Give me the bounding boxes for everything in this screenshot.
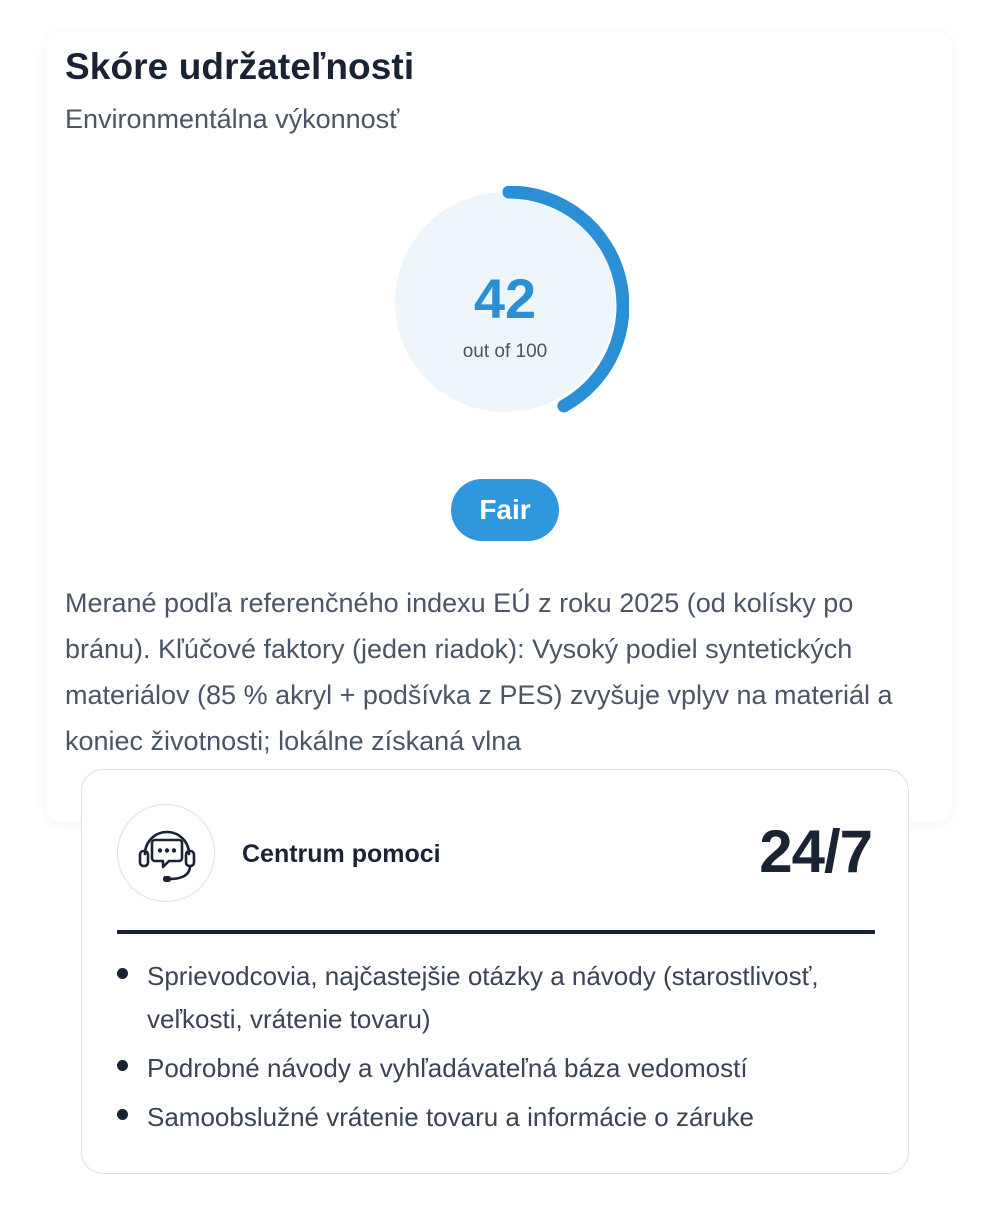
help-feature-list [117,955,877,1145]
bullet-icon [117,968,128,979]
help-hours: 24/7 [759,818,872,885]
divider [117,930,875,934]
rating-badge: Fair [451,479,559,541]
sustainability-score-card [46,32,952,822]
help-center-card[interactable] [81,769,909,1174]
bullet-icon [117,1109,128,1120]
list-item [117,955,877,1041]
list-item-text: Podrobné návody a vyhľadávateľná báza vedomostí [147,1053,748,1083]
score-gauge [389,186,629,426]
score-caption: out of 100 [462,341,548,362]
list-item [117,1096,877,1139]
headset-chat-icon [136,822,198,884]
bullet-icon [117,1060,128,1071]
card-title: Skóre udržateľnosti [65,46,415,87]
list-item-text: Sprievodcovia, najčastejšie otázky a návody (starostlivosť, veľkosti, vrátenie tovaru) [147,961,819,1034]
list-item [117,1047,877,1090]
card-subtitle: Environmentálna výkonnosť [65,104,400,134]
list-item-text: Samoobslužné vrátenie tovaru a informácie o záruke [147,1102,754,1132]
help-center-title: Centrum pomoci [242,840,441,868]
score-description: Merané podľa referenčného indexu EÚ z roku 2025 (od kolísky po bránu). Kľúčové faktory (jeden riadok): Vysoký podiel syntetických materiálov (85 % akryl + podšívka z PES) zvyšuje vplyv na materiál a koniec životnosti; lokálne získaná vlna [65,588,893,756]
score-value: 42 [473,267,537,330]
help-icon-container [117,804,215,902]
